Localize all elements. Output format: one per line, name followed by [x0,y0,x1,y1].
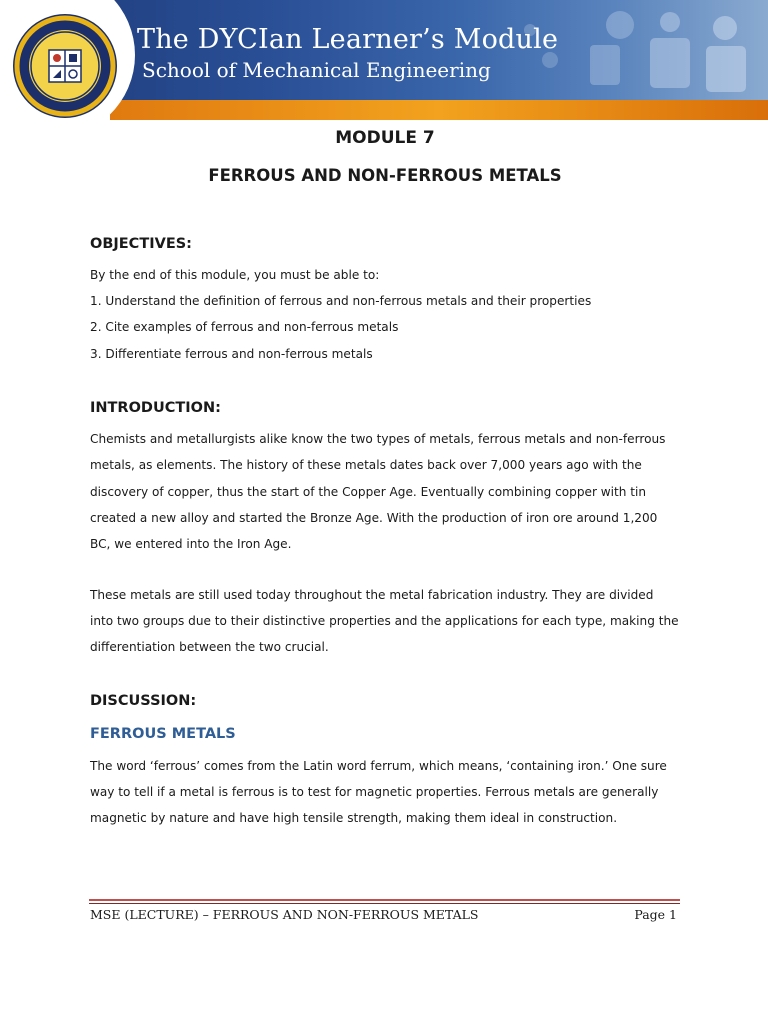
college-seal-logo [11,12,119,120]
header-banner [0,0,768,126]
footer-divider [89,899,680,901]
objectives-heading: OBJECTIVES: [90,236,192,252]
objective-item: 2. Cite examples of ferrous and non-ferrous metals [90,320,399,334]
banner-bottom-strip [0,120,768,126]
paragraph-line: These metals are still used today throughout the metal fabrication industry. They are divided [90,588,654,602]
footer-course-title: MSE (LECTURE) – FERROUS AND NON-FERROUS METALS [90,907,479,922]
objectives-intro: By the end of this module, you must be able to: [90,268,380,282]
ferrous-metals-subheading: FERROUS METALS [90,726,236,742]
paragraph-line: The word ‘ferrous’ comes from the Latin word ferrum, which means, ‘containing iron.’ One sure [90,759,667,773]
module-number: MODULE 7 [335,128,435,148]
paragraph-line: BC, we entered into the Iron Age. [90,537,292,551]
paragraph-line: way to tell if a metal is ferrous is to test for magnetic properties. Ferrous metals are generally [90,785,659,799]
page-number: Page 1 [634,907,677,922]
paragraph-line: Chemists and metallurgists alike know the two types of metals, ferrous metals and non-ferrous [90,432,666,446]
paragraph-line: differentiation between the two crucial. [90,640,329,654]
discussion-heading: DISCUSSION: [90,693,197,709]
banner-title: The DYCIan Learner’s Module [137,24,559,55]
paragraph-line: created a new alloy and started the Bronze Age. With the production of iron ore around 1,200 [90,511,658,525]
banner-orange-stripe [110,100,768,120]
module-title: FERROUS AND NON-FERROUS METALS [208,166,562,185]
paragraph-line: magnetic by nature and have high tensile strength, making them ideal in construction. [90,811,618,825]
introduction-heading: INTRODUCTION: [90,400,221,416]
objective-item: 3. Differentiate ferrous and non-ferrous metals [90,347,373,361]
paragraph-line: discovery of copper, thus the start of the Copper Age. Eventually combining copper with tin [90,485,647,499]
banner-subtitle: School of Mechanical Engineering [142,58,491,82]
paragraph-line: into two groups due to their distinctive properties and the applications for each type, making the [90,614,679,628]
paragraph-line: metals, as elements. The history of these metals dates back over 7,000 years ago with the [90,458,642,472]
objective-item: 1. Understand the definition of ferrous and non-ferrous metals and their properties [90,294,592,308]
footer-divider-thin [89,903,680,904]
